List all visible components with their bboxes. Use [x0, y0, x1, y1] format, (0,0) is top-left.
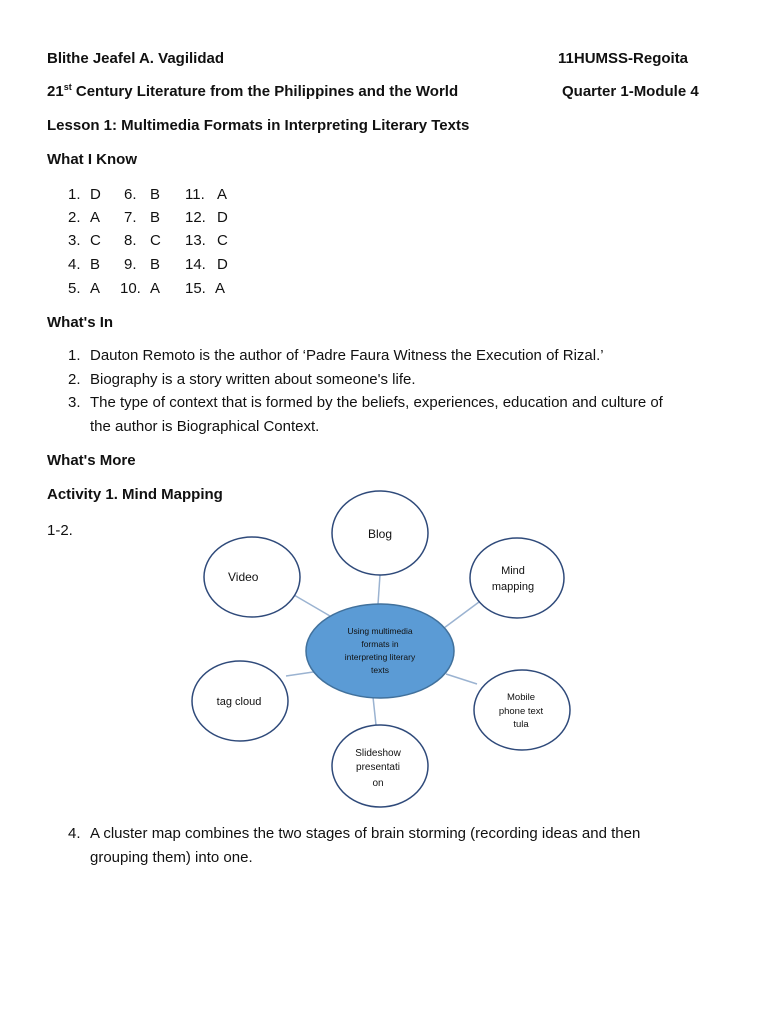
section-label: 11HUMSS-Regoita: [558, 50, 689, 67]
list-number: 1.: [68, 347, 81, 364]
node-label: Mobile: [507, 692, 535, 703]
answer-number: 11.: [185, 186, 205, 203]
center-label: formats in: [361, 639, 399, 649]
answer-letter: C: [90, 232, 101, 249]
answer-letter: A: [90, 280, 101, 297]
list-number: 4.: [68, 825, 81, 842]
node-mind-mapping: [470, 538, 564, 618]
node-label: mapping: [491, 581, 535, 593]
answer-letter: D: [217, 209, 228, 226]
answer-letter: B: [150, 256, 161, 273]
node-mobile-phone-text-tula: [474, 670, 570, 750]
answer-letter: B: [150, 209, 161, 226]
answer-letter: A: [150, 280, 161, 297]
answer-letter: B: [150, 186, 161, 203]
node-label: tag cloud: [216, 696, 262, 708]
answer-number: 12.: [185, 209, 206, 226]
answer-number: 15.: [185, 280, 206, 297]
list-text: grouping them) into one.: [90, 849, 253, 866]
list-text: Biography is a story written about someone's life.: [90, 371, 416, 388]
node-blog: [332, 491, 428, 575]
student-name: Blithe Jeafel A. Vagilidad: [47, 50, 224, 67]
answer-number: 5.: [68, 280, 81, 297]
node-slideshow: [332, 725, 428, 807]
answer-letter: D: [217, 256, 228, 273]
list-text: the author is Biographical Context.: [90, 418, 320, 435]
answer-number: 14.: [185, 256, 206, 273]
list-number: 2.: [68, 371, 81, 388]
answer-letter: D: [90, 186, 101, 203]
answer-number: 10.: [120, 280, 141, 297]
answer-number: 3.: [68, 232, 81, 249]
node-label: Mind: [501, 565, 525, 577]
answer-number: 4.: [68, 256, 81, 273]
answer-letter: A: [215, 280, 226, 297]
answer-number: 9.: [124, 256, 137, 273]
answer-number: 6.: [124, 186, 137, 203]
node-label: phone text: [498, 706, 544, 717]
node-label: on: [372, 778, 384, 789]
list-text: The type of context that is formed by the beliefs, experiences, education and culture of: [90, 394, 663, 411]
lesson-title: Lesson 1: Multimedia Formats in Interpreting Literary Texts: [47, 117, 470, 134]
answer-letter: B: [90, 256, 101, 273]
answer-number: 1.: [68, 186, 81, 203]
whats-in-heading: What's In: [47, 314, 114, 331]
node-label: tula: [513, 719, 529, 730]
answer-number: 8.: [124, 232, 137, 249]
center-label: texts: [371, 665, 389, 675]
answer-letter: C: [150, 232, 161, 249]
center-label: Using multimedia: [347, 626, 413, 636]
quarter-module: Quarter 1-Module 4: [562, 83, 699, 100]
list-text: A cluster map combines the two stages of brain storming (recording ideas and then: [90, 825, 641, 842]
subject-superscript: st: [63, 82, 72, 92]
node-tag-cloud: [192, 661, 288, 741]
what-i-know-heading: What I Know: [47, 151, 137, 168]
center-label: interpreting literary: [344, 652, 416, 662]
answer-number: 13.: [185, 232, 206, 249]
node-center: [306, 604, 454, 698]
node-label: presentati: [356, 762, 400, 773]
whats-more-heading: What's More: [47, 452, 136, 469]
node-label: Video: [228, 570, 259, 584]
answer-letter: A: [90, 209, 101, 226]
subject-rest: Century Literature from the Philippines and the World: [71, 83, 459, 100]
node-label: Slideshow: [355, 748, 401, 759]
answer-letter: C: [217, 232, 228, 249]
item-label: 1-2.: [47, 522, 73, 539]
answer-letter: A: [217, 186, 228, 203]
answer-number: 7.: [124, 209, 137, 226]
subject-prefix: 21: [47, 83, 64, 100]
list-text: Dauton Remoto is the author of ‘Padre Faura Witness the Execution of Rizal.’: [90, 347, 604, 364]
list-number: 3.: [68, 394, 81, 411]
answer-number: 2.: [68, 209, 81, 226]
activity-title: Activity 1. Mind Mapping: [47, 486, 223, 503]
node-label: Blog: [368, 527, 393, 541]
node-video: [204, 537, 300, 617]
